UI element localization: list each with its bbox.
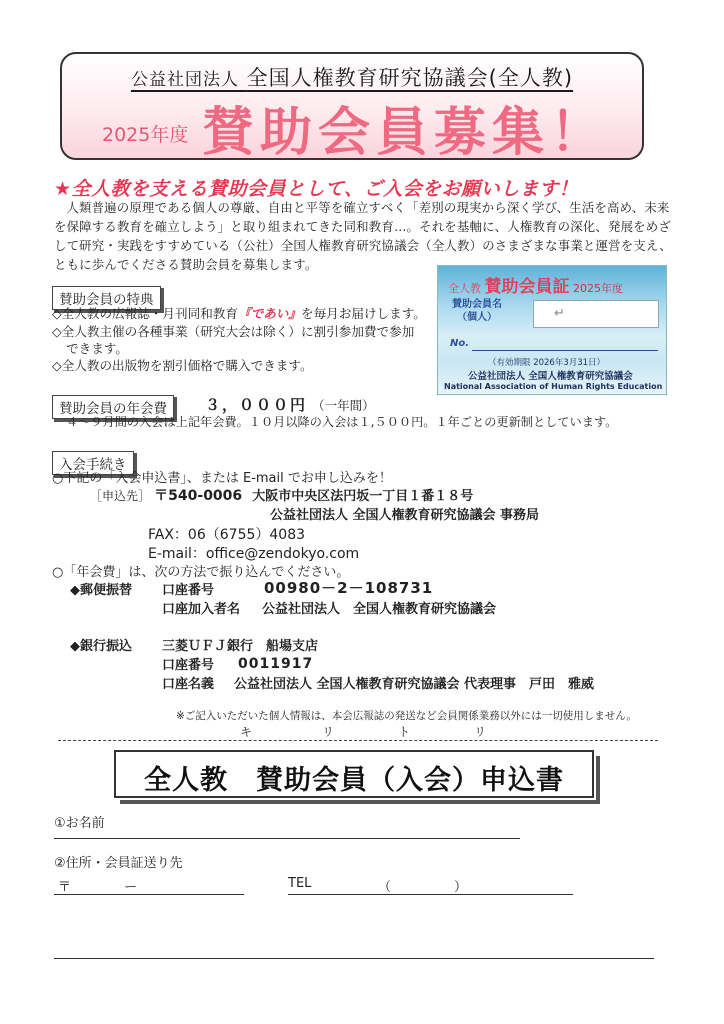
fee-amount: ３，０００円 (205, 396, 308, 414)
bank-transfer-label: ◆銀行振込 (70, 639, 132, 654)
org-line (62, 62, 642, 92)
title-year: 2025年度 (102, 124, 189, 146)
form-title-box (114, 750, 594, 798)
card-name-label (452, 298, 502, 324)
benefits-label: 賛助会員の特典 (52, 286, 161, 310)
postal-holder-label: 口座加入者名 (162, 602, 241, 617)
member-card-image (437, 265, 667, 395)
bank-holder-label: 口座名義 (162, 677, 215, 692)
card-valid: （有効期限 2026年3月31日） (488, 358, 606, 368)
card-no-line (472, 350, 658, 351)
fee-amount-row (205, 394, 375, 415)
org-name: 全国人権教育研究協議会(全人教) (246, 66, 574, 90)
org-prefix: 公益社団法人 (130, 70, 239, 90)
benefit-line-2: ◇全人教主催の各種事業（研究大会は除く）に割引参加費で参加 (52, 324, 415, 339)
office-name: 公益社団法人 全国人権教育研究協議会 事務局 (270, 508, 540, 523)
benefit-1-post: を毎月お届けします。 (300, 306, 426, 321)
name-label: ①お名前 (54, 816, 105, 831)
postal-transfer-label: ◆郵便振替 (70, 583, 132, 598)
card-org-en: National Association of Human Rights Education (444, 382, 663, 391)
fee-period: （一年間） (312, 398, 375, 413)
fee-note: ４～９月間の入会は上記年会費。１０月以降の入会は１,５００円。１年ごとの更新制としています。 (66, 415, 618, 429)
address-label-form: ②住所・会員証送り先 (54, 856, 183, 871)
postal-code: 〒540-0006 (154, 488, 243, 504)
name-field-line[interactable] (54, 838, 520, 839)
cut-char-1: キ (240, 725, 253, 739)
address-label: ［申込先］ (90, 489, 151, 503)
procedure-line-2: ○「年会費」は、次の方法で振り込んでください。 (52, 565, 350, 580)
card-name-label-2: （個人） (457, 312, 497, 323)
lead-text: ★全人教を支える賛助会員として、ご入会をお願いします！ (54, 178, 579, 200)
tel-paren-open: （ (378, 880, 392, 895)
intro-text: 人類普遍の原理である個人の尊厳、自由と平等を確立すべく「差別の現実から深く学び、生活を高め、未来を保障する教育を確立しよう」と取り組まれてきた同和教育…。それを基軸に、人権教育の深化、発展をめざして研究・実践をすすめている（公社）全国人権教育研究協議会（全人教）のさまざまな事業と運営を支え、ともに歩んでくださる賛助会員を募集します。 (54, 200, 672, 272)
card-header (448, 272, 623, 297)
procedure-line-1: ○下記の「入会申込書」、または E-mail でお申し込みを！ (52, 471, 392, 486)
tel-field-line[interactable] (288, 894, 573, 895)
postal-field-line[interactable] (54, 894, 244, 895)
benefit-line-3: ◇全人教の出版物を割引価格で購入できます。 (52, 358, 313, 373)
card-name-label-1: 賛助会員名 (452, 299, 502, 310)
header-box (60, 52, 644, 163)
tel-paren-close: ） (454, 880, 468, 895)
tel-label: TEL (288, 876, 312, 891)
procedure-label: 入会手続き (52, 451, 134, 475)
card-org-short: 全人教 (448, 282, 481, 295)
bank-account-number: 0011917 (238, 656, 314, 672)
email: E-mail：office@zendokyo.com (148, 546, 360, 562)
magazine-title: 『であい』 (238, 306, 301, 321)
card-title: 賛助会員証 (484, 277, 570, 297)
card-org: 公益社団法人 全国人権教育研究協議会 (468, 371, 633, 382)
cut-char-3: ト (398, 725, 411, 739)
card-name-field: ↵ (533, 300, 659, 328)
cut-char-4: リ (474, 725, 487, 739)
page-title: 賛助会員募集！ (202, 103, 609, 163)
fax: FAX：06（6755）4083 (148, 527, 306, 543)
form-title: 全人教 賛助会員（入会）申込書 (144, 765, 564, 796)
privacy-note: ※ご記入いただいた個人情報は、本会広報誌の発送など会員関係業務以外には一切使用しません。 (176, 710, 637, 722)
fee-label: 賛助会員の年会費 (52, 395, 174, 419)
postal-mark: 〒 (58, 880, 72, 895)
postal-holder: 公益社団法人 全国人権教育研究協議会 (262, 602, 497, 617)
bank-name: 三菱ＵＦＪ銀行 船場支店 (162, 639, 319, 654)
bank-holder: 公益社団法人 全国人権教育研究協議会 代表理事 戸田 雅威 (234, 677, 595, 692)
card-year: 2025年度 (573, 282, 623, 295)
address-field-line[interactable] (54, 958, 654, 959)
cut-line (58, 740, 658, 741)
address-row (90, 488, 473, 505)
postal-acct-label: 口座番号 (162, 583, 215, 598)
card-no-label: No. (450, 338, 470, 349)
benefit-1-text: ◇全人教の広報誌・月刊同和教育 (52, 306, 238, 321)
cut-char-2: リ (322, 725, 335, 739)
benefit-line-2b: できます。 (66, 341, 128, 356)
benefit-line-1 (52, 305, 426, 322)
address: 大阪市中央区法円坂一丁目１番１８号 (252, 489, 474, 504)
postal-account-number: 00980－2－108731 (264, 579, 434, 597)
bank-acct-label: 口座番号 (162, 658, 215, 673)
postal-dash: ー (124, 880, 138, 895)
